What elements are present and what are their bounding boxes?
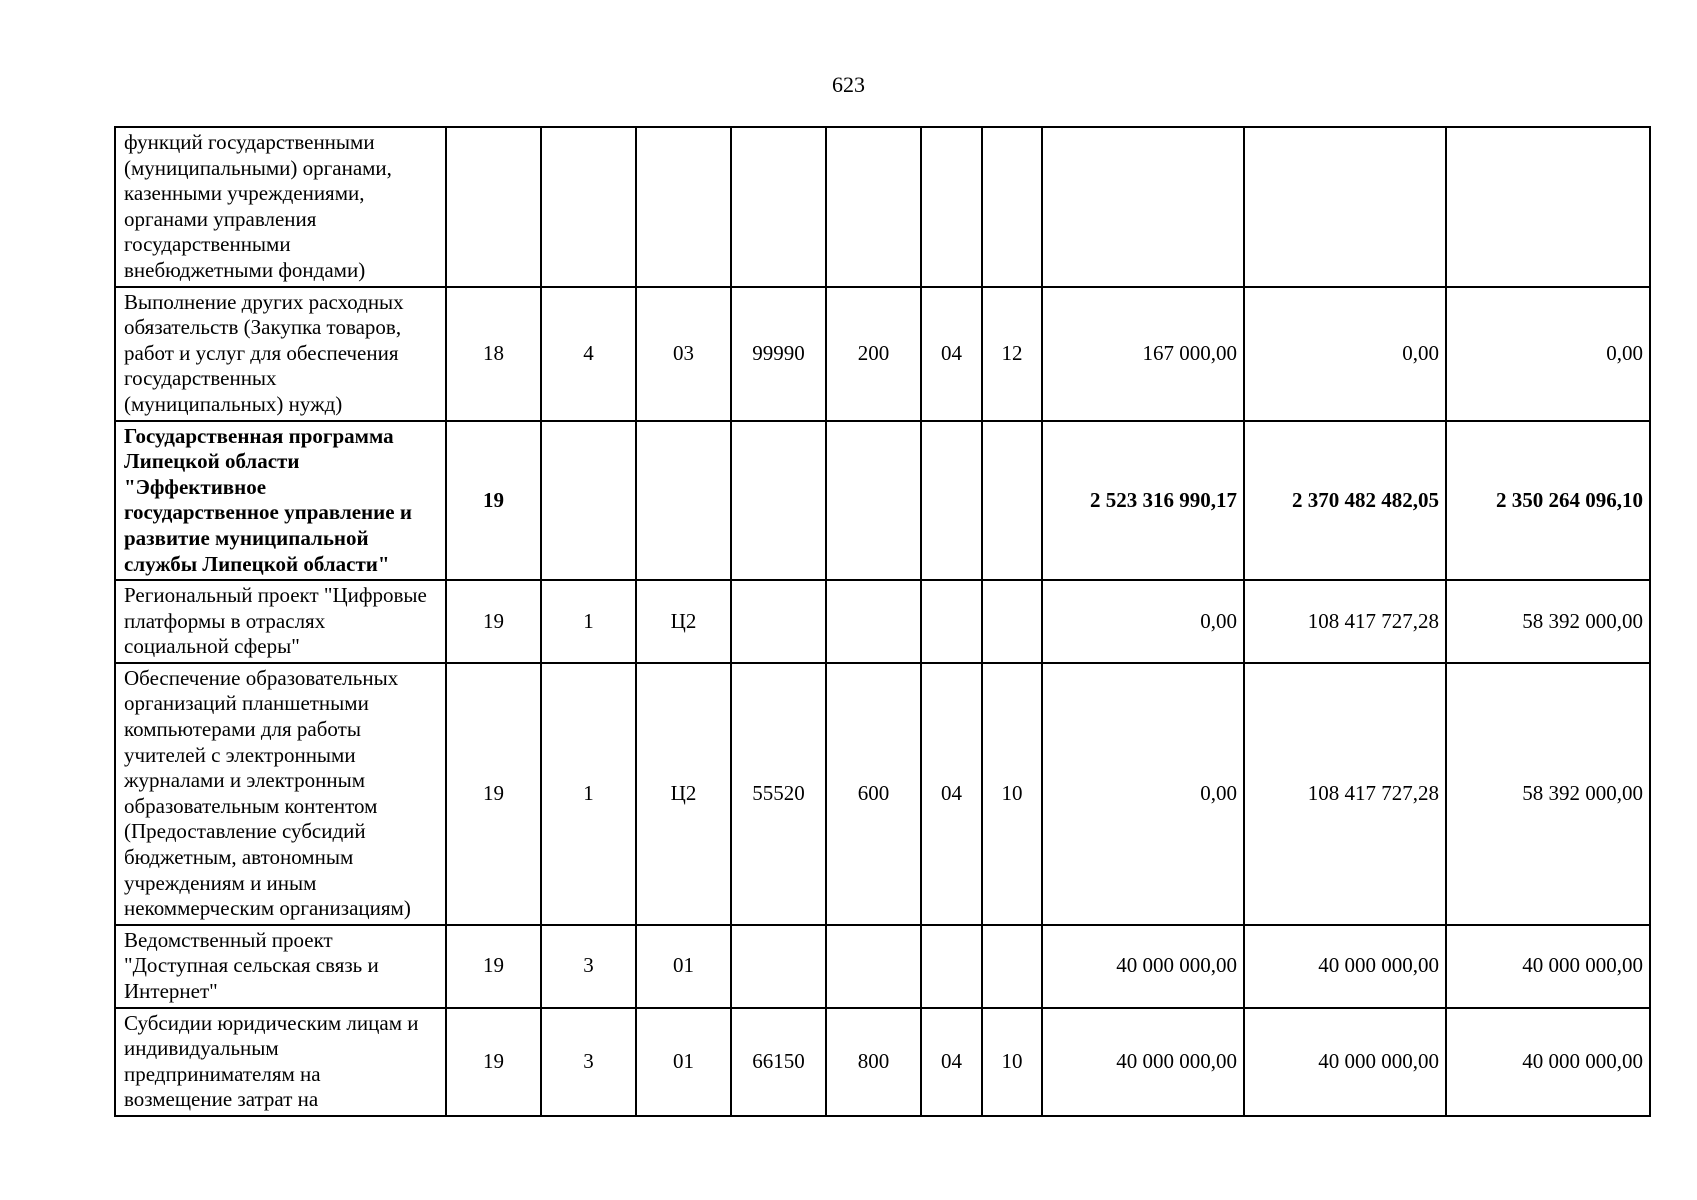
row-name-line: Обеспечение образовательных [124,665,399,690]
row-name-line: государственное управление и [124,500,412,525]
amount-cell-1: 40 000 000,00 [1042,1008,1244,1116]
expense-type-cell: 200 [826,287,921,421]
subsection-cell [982,127,1042,287]
row-name-cell [115,1008,446,1116]
program-code-cell: 19 [446,925,541,1008]
expense-type-cell: 600 [826,663,921,925]
section-cell: 04 [921,663,982,925]
row-name-line: образовательным контентом [124,793,378,818]
row-name-cell [115,421,446,581]
subsection-cell [982,925,1042,1008]
event-code-cell [636,127,731,287]
row-name-line: работ и услуг для обеспечения [124,340,399,365]
subprogram-code-cell: 4 [541,287,636,421]
table-row [115,925,1650,1008]
subprogram-code-cell: 3 [541,925,636,1008]
amount-cell-2: 40 000 000,00 [1244,1008,1446,1116]
row-name-line: казенными учреждениями, [124,181,365,206]
subprogram-code-cell: 1 [541,580,636,663]
row-name-line: функций государственными [124,130,375,154]
section-cell [921,925,982,1008]
row-name-cell [115,127,446,287]
row-name-line: учителей с электронными [124,742,356,767]
event-code-cell: 03 [636,287,731,421]
amount-cell-1: 167 000,00 [1042,287,1244,421]
row-name-line: государственными [124,232,291,257]
section-cell [921,127,982,287]
table-row [115,663,1650,925]
subsection-cell: 12 [982,287,1042,421]
expense-type-cell [826,127,921,287]
direction-code-cell [731,580,826,663]
amount-cell-1: 0,00 [1042,663,1244,925]
row-name-cell [115,925,446,1008]
table-row [115,580,1650,663]
amount-cell-3: 58 392 000,00 [1446,663,1650,925]
table-row [115,421,1650,581]
row-name-line: Региональный проект "Цифровые [124,583,427,608]
row-name-line: (муниципальными) органами, [124,155,392,180]
row-name-line: Государственная программа [124,423,394,448]
table-row [115,1008,1650,1116]
budget-table [114,126,1651,1117]
row-name-line: (муниципальных) нужд) [124,391,343,416]
row-name-line: внебюджетными фондами) [124,257,366,282]
subprogram-code-cell: 3 [541,1008,636,1116]
amount-cell-2: 0,00 [1244,287,1446,421]
amount-cell-3: 2 350 264 096,10 [1446,421,1650,581]
row-name-line: обязательств (Закупка товаров, [124,315,402,340]
amount-cell-2 [1244,127,1446,287]
row-name-line: Липецкой области [124,449,300,474]
expense-type-cell: 800 [826,1008,921,1116]
row-name-line: "Доступная сельская связь и [124,953,379,978]
event-code-cell: 01 [636,1008,731,1116]
subprogram-code-cell [541,421,636,581]
row-name-line: бюджетным, автономным [124,845,354,870]
subsection-cell: 10 [982,663,1042,925]
row-name-line: индивидуальным [124,1036,279,1061]
amount-cell-2: 108 417 727,28 [1244,580,1446,663]
subsection-cell: 10 [982,1008,1042,1116]
table-row [115,287,1650,421]
row-name-line: компьютерами для работы [124,717,361,742]
subsection-cell [982,580,1042,663]
event-code-cell: Ц2 [636,580,731,663]
amount-cell-1: 40 000 000,00 [1042,925,1244,1008]
row-name-line: некоммерческим организациям) [124,896,411,921]
expense-type-cell [826,925,921,1008]
amount-cell-2: 2 370 482 482,05 [1244,421,1446,581]
row-name-line: социальной сферы" [124,634,300,659]
subprogram-code-cell: 1 [541,663,636,925]
expense-type-cell [826,421,921,581]
program-code-cell: 19 [446,421,541,581]
row-name-line: Интернет" [124,979,218,1003]
direction-code-cell: 66150 [731,1008,826,1116]
direction-code-cell: 99990 [731,287,826,421]
row-name-line: возмещение затрат на [124,1087,319,1112]
row-name-line: организаций планшетными [124,691,369,716]
row-name-line: государственных [124,366,277,391]
row-name-line: Выполнение других расходных [124,289,404,314]
section-cell [921,580,982,663]
amount-cell-3: 58 392 000,00 [1446,580,1650,663]
direction-code-cell [731,127,826,287]
direction-code-cell: 55520 [731,663,826,925]
row-name-line: службы Липецкой области" [124,551,390,576]
amount-cell-1 [1042,127,1244,287]
program-code-cell [446,127,541,287]
table-row [115,127,1650,287]
row-name-cell [115,580,446,663]
amount-cell-3: 0,00 [1446,287,1650,421]
row-name-line: журналами и электронным [124,768,365,793]
program-code-cell: 19 [446,580,541,663]
amount-cell-1: 0,00 [1042,580,1244,663]
event-code-cell: 01 [636,925,731,1008]
event-code-cell: Ц2 [636,663,731,925]
subprogram-code-cell [541,127,636,287]
program-code-cell: 19 [446,1008,541,1116]
section-cell: 04 [921,287,982,421]
program-code-cell: 18 [446,287,541,421]
row-name-line: платформы в отраслях [124,608,326,633]
row-name-line: предпринимателям на [124,1061,321,1086]
section-cell [921,421,982,581]
amount-cell-2: 108 417 727,28 [1244,663,1446,925]
event-code-cell [636,421,731,581]
section-cell: 04 [921,1008,982,1116]
amount-cell-3: 40 000 000,00 [1446,925,1650,1008]
row-name-cell [115,663,446,925]
row-name-line: развитие муниципальной [124,525,369,550]
direction-code-cell [731,421,826,581]
expense-type-cell [826,580,921,663]
row-name-cell [115,287,446,421]
row-name-line: Ведомственный проект [124,927,333,952]
amount-cell-3: 40 000 000,00 [1446,1008,1650,1116]
amount-cell-3 [1446,127,1650,287]
row-name-line: учреждениям и иным [124,870,317,895]
direction-code-cell [731,925,826,1008]
row-name-line: Субсидии юридическим лицам и [124,1010,419,1035]
row-name-line: (Предоставление субсидий [124,819,366,844]
row-name-line: органами управления [124,206,317,231]
row-name-line: "Эффективное [124,474,267,499]
program-code-cell: 19 [446,663,541,925]
amount-cell-1: 2 523 316 990,17 [1042,421,1244,581]
page-number: 623 [832,72,865,97]
subsection-cell [982,421,1042,581]
amount-cell-2: 40 000 000,00 [1244,925,1446,1008]
